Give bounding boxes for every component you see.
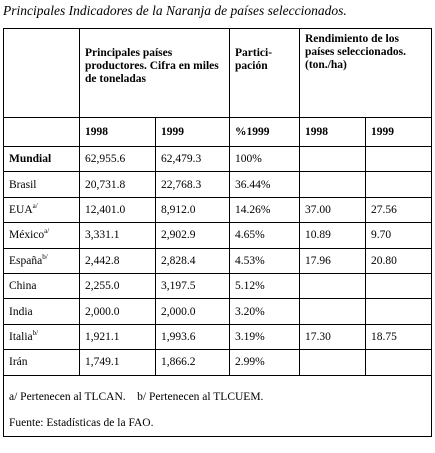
table-row [4, 172, 432, 197]
pct-cell: 4.53% [230, 248, 300, 273]
country-cell [4, 147, 80, 172]
v1998-cell: 1,749.1 [80, 350, 156, 375]
r1999-cell: 9.70 [366, 223, 432, 248]
r1998-cell [300, 299, 366, 324]
r1999-cell [366, 350, 432, 375]
country-name: España [9, 254, 43, 267]
r1999-cell: 20.80 [366, 248, 432, 273]
pct-cell: 36.44% [230, 172, 300, 197]
country-name: EUA [9, 203, 33, 216]
v1998-cell: 3,331.1 [80, 223, 156, 248]
r1998-cell: 10.89 [300, 223, 366, 248]
country-cell [4, 324, 80, 349]
v1998-cell: 2,442.8 [80, 248, 156, 273]
yield-header: Rendimiento de los países seleccionados. (ton./ha) [300, 29, 432, 118]
footnote-row [4, 375, 432, 436]
r1998-cell: 17.96 [300, 248, 366, 273]
header-empty-cell [4, 118, 80, 147]
v1999-cell: 8,912.0 [156, 197, 230, 222]
country-cell [4, 223, 80, 248]
footnote-marker: b/ [42, 252, 48, 261]
r1999-cell [366, 172, 432, 197]
table-row [4, 223, 432, 248]
footnote-cell [4, 375, 432, 436]
table-title: Principales Indicadores de la Naranja de países seleccionados. [3, 3, 347, 18]
country-name: China [9, 280, 37, 293]
r1998-cell [300, 172, 366, 197]
pct-cell: 3.20% [230, 299, 300, 324]
table-row [4, 324, 432, 349]
pct-cell: 4.65% [230, 223, 300, 248]
v1998-cell: 12,401.0 [80, 197, 156, 222]
table-row [4, 248, 432, 273]
pct-cell: 5.12% [230, 273, 300, 298]
v1999-cell: 3,197.5 [156, 273, 230, 298]
r1998-cell: 37.00 [300, 197, 366, 222]
r1998-cell [300, 147, 366, 172]
pct-cell: 2.99% [230, 350, 300, 375]
orange-indicators-table [3, 28, 432, 437]
footnote-marker: b/ [32, 328, 39, 337]
year-header: 1999 [156, 118, 230, 147]
country-cell [4, 172, 80, 197]
country-name: Brasil [9, 178, 37, 191]
header-empty-cell [4, 29, 80, 118]
source-note: Fuente: Estadísticas de la FAO. [9, 416, 154, 429]
country-cell [4, 273, 80, 298]
table-row [4, 147, 432, 172]
year-header: 1999 [366, 118, 432, 147]
footnote-marker: a/ [44, 227, 50, 236]
pct-cell: 100% [230, 147, 300, 172]
r1999-cell: 18.75 [366, 324, 432, 349]
v1998-cell: 2,000.0 [80, 299, 156, 324]
header-row-labels [4, 29, 432, 118]
r1999-cell [366, 299, 432, 324]
country-name: Italia [9, 330, 33, 343]
v1999-cell: 1,866.2 [156, 350, 230, 375]
r1999-cell [366, 273, 432, 298]
year-header: 1998 [80, 118, 156, 147]
r1999-cell: 27.56 [366, 197, 432, 222]
v1998-cell: 62,955.6 [80, 147, 156, 172]
table-body [4, 147, 432, 376]
year-header: 1998 [300, 118, 366, 147]
membership-note: a/ Pertenecen al TLCAN. b/ Pertenecen al TLCUEM. [9, 390, 264, 403]
header-row-years [4, 118, 432, 147]
v1999-cell: 2,000.0 [156, 299, 230, 324]
v1999-cell: 1,993.6 [156, 324, 230, 349]
v1998-cell: 20,731.8 [80, 172, 156, 197]
country-name: México [9, 229, 45, 242]
v1999-cell: 2,828.4 [156, 248, 230, 273]
v1999-cell: 62,479.3 [156, 147, 230, 172]
v1999-cell: 22,768.3 [156, 172, 230, 197]
country-cell [4, 350, 80, 375]
country-name: Mundial [9, 153, 52, 166]
v1998-cell: 1,921.1 [80, 324, 156, 349]
r1998-cell: 17.30 [300, 324, 366, 349]
r1998-cell [300, 350, 366, 375]
r1998-cell [300, 273, 366, 298]
country-name: Irán [9, 356, 28, 369]
pct-cell: 3.19% [230, 324, 300, 349]
table-row [4, 299, 432, 324]
country-cell [4, 299, 80, 324]
year-header: %1999 [230, 118, 300, 147]
v1998-cell: 2,255.0 [80, 273, 156, 298]
participation-header: Partici-pación [230, 29, 300, 118]
table-row [4, 350, 432, 375]
table-row [4, 273, 432, 298]
table-row [4, 197, 432, 222]
country-name: India [9, 305, 33, 318]
footnote-marker: a/ [32, 201, 38, 210]
country-cell [4, 197, 80, 222]
v1999-cell: 2,902.9 [156, 223, 230, 248]
r1999-cell [366, 147, 432, 172]
country-cell [4, 248, 80, 273]
pct-cell: 14.26% [230, 197, 300, 222]
producers-header: Principales países productores. Cifra en miles de toneladas [80, 29, 230, 118]
